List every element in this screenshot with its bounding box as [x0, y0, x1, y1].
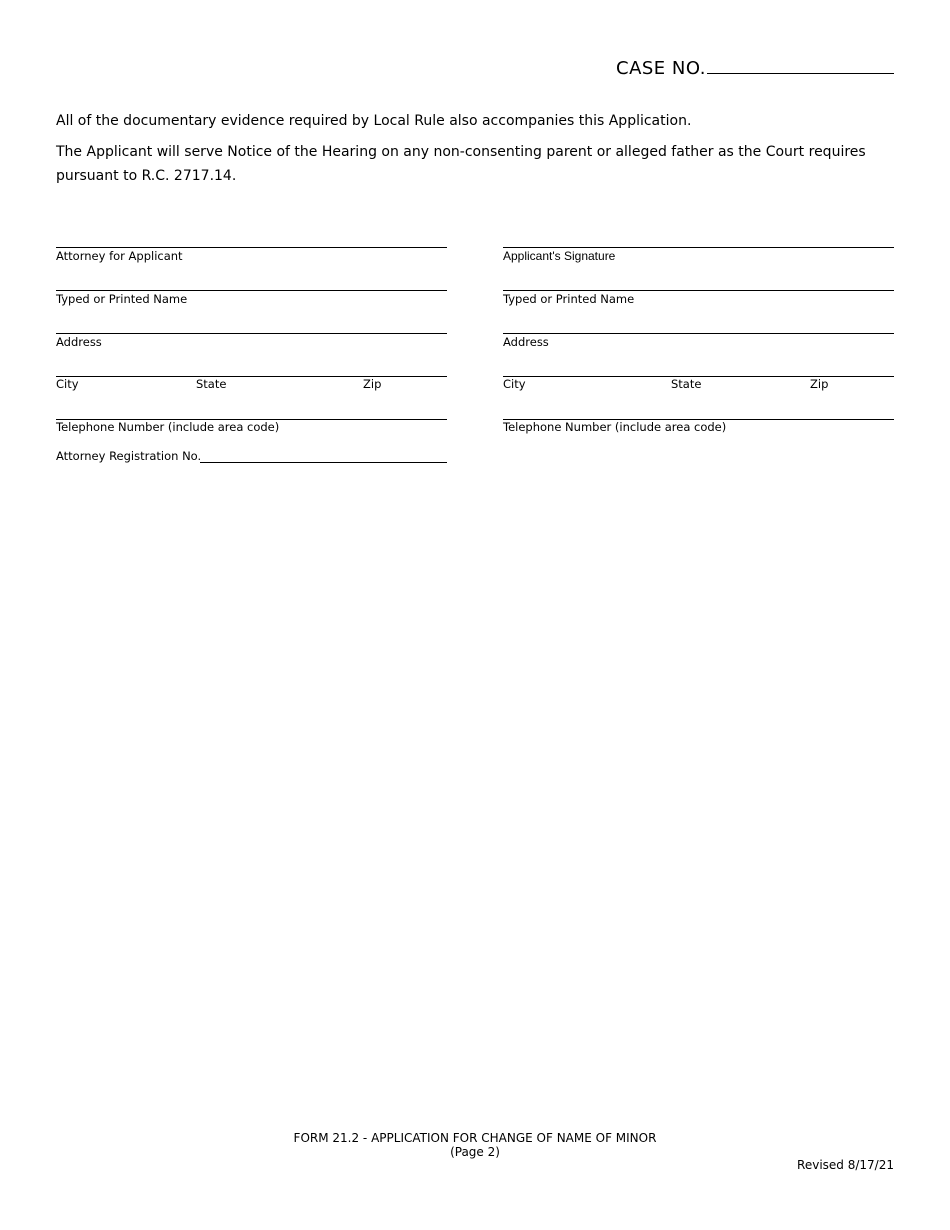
form-title: FORM 21.2 - APPLICATION FOR CHANGE OF NAME OF MINOR — [293, 1131, 657, 1145]
paragraph-documentary-evidence: All of the documentary evidence required by Local Rule also accompanies this Application. — [56, 113, 692, 129]
attorney-phone-label: Telephone Number (include area code) — [56, 420, 280, 434]
applicant-city-label: City — [503, 377, 526, 391]
attorney-city-state-zip-line[interactable] — [56, 376, 447, 377]
attorney-registration-label: Attorney Registration No. — [56, 449, 202, 463]
applicant-address-label: Address — [503, 335, 549, 349]
attorney-registration-line[interactable] — [200, 462, 447, 463]
applicant-phone-label: Telephone Number (include area code) — [503, 420, 727, 434]
attorney-signature-line[interactable] — [56, 247, 447, 248]
applicant-name-line[interactable] — [503, 290, 894, 291]
applicant-name-label: Typed or Printed Name — [503, 292, 635, 306]
paragraph-notice-of-hearing: The Applicant will serve Notice of the Hearing on any non-consenting parent or alleged father as the Court requires pursuant to R.C. 2717.14. — [56, 144, 866, 184]
attorney-zip-label: Zip — [363, 377, 382, 391]
case-number-label: CASE NO. — [616, 58, 707, 79]
revised-date: Revised 8/17/21 — [797, 1158, 894, 1172]
attorney-name-label: Typed or Printed Name — [56, 292, 188, 306]
attorney-address-label: Address — [56, 335, 102, 349]
page-number: (Page 2) — [450, 1145, 500, 1159]
applicant-zip-label: Zip — [810, 377, 829, 391]
applicant-signature-label: Applicant's Signature — [503, 249, 616, 263]
case-number — [616, 55, 894, 79]
attorney-state-label: State — [196, 377, 227, 391]
applicant-state-label: State — [671, 377, 702, 391]
attorney-name-line[interactable] — [56, 290, 447, 291]
attorney-signature-label: Attorney for Applicant — [56, 249, 183, 263]
attorney-address-line[interactable] — [56, 333, 447, 334]
attorney-city-label: City — [56, 377, 79, 391]
applicant-signature-line[interactable] — [503, 247, 894, 248]
applicant-address-line[interactable] — [503, 333, 894, 334]
case-number-field[interactable] — [707, 55, 894, 74]
